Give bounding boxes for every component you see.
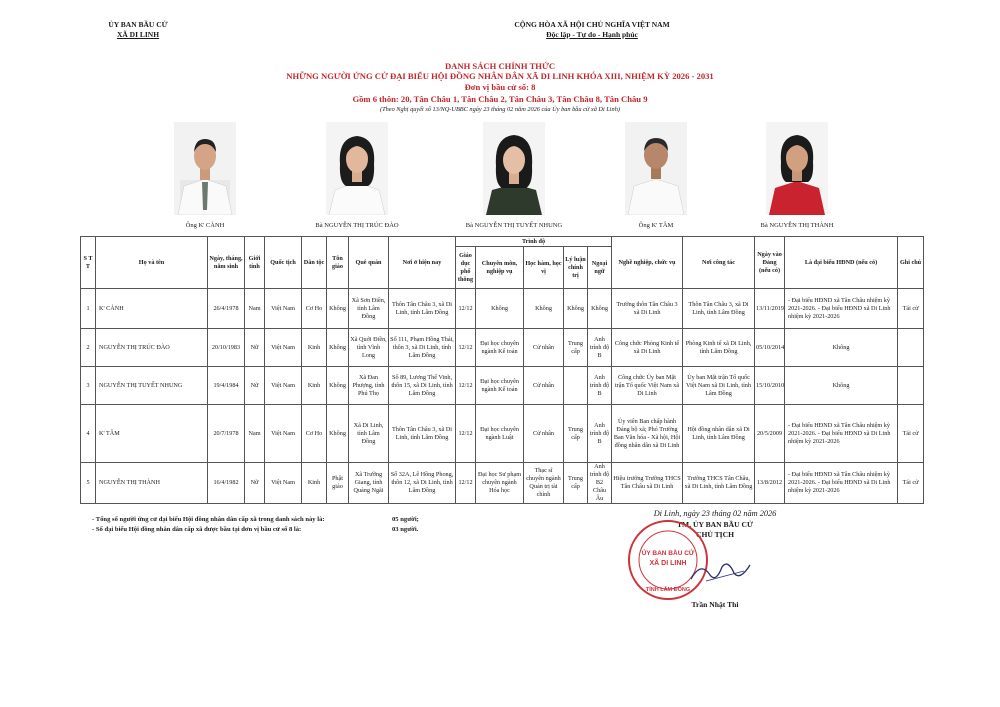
cell-occupation: Trưởng thôn Tân Châu 3 xã Di Linh	[612, 289, 683, 329]
legal-basis: (Theo Nghị quyết số 13/NQ-UBBC ngày 23 tháng 02 năm 2026 của Ủy ban bầu cử xã Di Linh)	[380, 106, 620, 113]
portrait-woman-icon	[766, 122, 828, 215]
note-seats: - Số đại biểu Hội đồng nhân dân cấp xã được bầu tại đơn vị bầu cử số 8 là:	[92, 526, 302, 533]
cell-residence: Số 32A, Lê Hồng Phong, thôn 12, xã Di Linh, tỉnh Lâm Đồng	[389, 463, 456, 504]
signature-date: Di Linh, ngày 23 tháng 02 năm 2026	[653, 509, 777, 518]
header-ethnicity: Dân tộc	[302, 237, 327, 289]
cell-name: NGUYỄN THỊ TRÚC ĐÀO	[96, 329, 208, 367]
cell-delegate: Không	[785, 367, 898, 405]
national-title: CỘNG HÒA XÃ HỘI CHỦ NGHĨA VIỆT NAM	[514, 20, 670, 29]
doc-subtitle: NHỮNG NGƯỜI ỨNG CỬ ĐẠI BIỂU HỘI ĐỒNG NHÂN DÂN XÃ DI LINH KHÓA XIII, NHIỆM KỲ 2026 - 2031	[286, 71, 714, 81]
note-total-value: 05 người;	[392, 516, 419, 523]
table-row	[81, 463, 924, 504]
cell-workplace: Thôn Tân Châu 3, xã Di Linh, tỉnh Lâm Đồng	[683, 289, 755, 329]
table-row	[81, 367, 924, 405]
cell-workplace: Phòng Kinh tế xã Di Linh, tỉnh Lâm Đồng	[683, 329, 755, 367]
cell-ethnicity: Cơ Ho	[302, 405, 327, 463]
stamp-line1: ỦY BAN BẦU CỬ	[641, 550, 695, 557]
cell-delegate: Không	[785, 329, 898, 367]
table-row	[81, 405, 924, 463]
cell-gender: Nữ	[245, 463, 265, 504]
header-gender: Giới tính	[245, 237, 265, 289]
issuer-header	[78, 20, 198, 40]
cell-dob: 19/4/1984	[208, 367, 245, 405]
header-note: Ghi chú	[898, 237, 924, 289]
cell-delegate: - Đại biểu HĐND xã Tân Châu nhiệm kỳ 2021-2026. - Đại biểu HĐND xã Di Linh nhiệm kỳ 2021-2026	[785, 289, 898, 329]
cell-gender: Nam	[245, 405, 265, 463]
issuer-line2: XÃ DI LINH	[116, 30, 160, 39]
stamp-line2: XÃ DI LINH	[649, 560, 687, 567]
cell-political: Trung cấp	[564, 405, 588, 463]
cell-degree: Không	[524, 289, 564, 329]
cell-gender: Nam	[245, 289, 265, 329]
header-dob: Ngày, tháng, năm sinh	[208, 237, 245, 289]
cell-ethnicity: Kinh	[302, 463, 327, 504]
cell-stt: 2	[81, 329, 96, 367]
header-occupation: Nghề nghiệp, chức vụ	[612, 237, 683, 289]
cell-language: Không	[588, 289, 612, 329]
cell-name: NGUYỄN THỊ THÀNH	[96, 463, 208, 504]
cell-hometown: Xã Đan Phượng, tỉnh Phú Thọ	[349, 367, 389, 405]
issuer-line1: ỦY BAN BẦU CỬ	[108, 20, 168, 29]
cell-residence: Thôn Tân Châu 3, xã Di Linh, tỉnh Lâm Đồng	[389, 289, 456, 329]
signer-name: Trần Nhật Thi	[691, 600, 739, 609]
candidate-table	[80, 236, 924, 504]
cell-workplace: Hội đồng nhân dân xã Di Linh, tỉnh Lâm Đồng	[683, 405, 755, 463]
photo-caption: Bà NGUYỄN THỊ THÀNH	[760, 222, 834, 229]
cell-stt: 3	[81, 367, 96, 405]
header-religion: Tôn giáo	[327, 237, 349, 289]
cell-political	[564, 367, 588, 405]
cell-delegate: - Đại biểu HĐND xã Tân Châu nhiệm kỳ 2021-2026. - Đại biểu HĐND xã Di Linh nhiệm kỳ 2021-2026	[785, 463, 898, 504]
cell-professional: Đại học chuyên ngành Kế toán	[476, 367, 524, 405]
photo-caption: Bà NGUYỄN THỊ TRÚC ĐÀO	[315, 222, 399, 229]
header-party-date: Ngày vào Đảng (nếu có)	[755, 237, 785, 289]
cell-professional: Đại học chuyên ngành Luật	[476, 405, 524, 463]
cell-professional: Đại học Sư phạm chuyên ngành Hóa học	[476, 463, 524, 504]
cell-note	[898, 329, 924, 367]
cell-hometown: Xã Di Linh, tỉnh Lâm Đồng	[349, 405, 389, 463]
cell-residence: Thôn Tân Châu 3, xã Di Linh, tỉnh Lâm Đồng	[389, 405, 456, 463]
header-education-group: Trình độ	[456, 237, 612, 247]
table-row	[81, 329, 924, 367]
cell-name: NGUYỄN THỊ TUYẾT NHUNG	[96, 367, 208, 405]
header-language: Ngoại ngữ	[588, 247, 612, 289]
cell-note	[898, 367, 924, 405]
portrait-man-icon	[174, 122, 236, 215]
cell-general-edu: 12/12	[456, 463, 476, 504]
photo-caption: Bà NGUYỄN THỊ TUYẾT NHUNG	[465, 222, 563, 229]
header-hometown: Quê quán	[349, 237, 389, 289]
portrait-woman-icon	[483, 122, 545, 215]
cell-general-edu: 12/12	[456, 289, 476, 329]
cell-nationality: Việt Nam	[265, 367, 302, 405]
cell-note: Tái cử	[898, 405, 924, 463]
cell-language: Anh trình độ B	[588, 329, 612, 367]
cell-delegate: - Đại biểu HĐND xã Tân Châu nhiệm kỳ 2021-2026. - Đại biểu HĐND xã Di Linh nhiệm kỳ 2021-2026	[785, 405, 898, 463]
cell-nationality: Việt Nam	[265, 329, 302, 367]
cell-ethnicity: Cơ Ho	[302, 289, 327, 329]
note-seats-value: 03 người.	[392, 526, 419, 533]
cell-religion: Phật giáo	[327, 463, 349, 504]
summary-values	[392, 515, 419, 535]
cell-general-edu: 12/12	[456, 329, 476, 367]
cell-residence: Số 89, Lương Thế Vinh, thôn 15, xã Di Linh, tỉnh Lâm Đồng	[389, 367, 456, 405]
cell-dob: 20/10/1983	[208, 329, 245, 367]
cell-religion: Không	[327, 367, 349, 405]
cell-workplace: Trường THCS Tân Châu, xã Di Linh, tỉnh Lâm Đồng	[683, 463, 755, 504]
stamp-bottom: TỈNH LÂM ĐỒNG	[645, 587, 691, 593]
cell-occupation: Ủy viên Ban chấp hành Đảng bộ xã; Phó Trưởng Ban Văn hóa - Xã hội, Hội đồng nhân dân xã Di Linh	[612, 405, 683, 463]
portrait-man-icon	[625, 122, 687, 215]
cell-stt: 1	[81, 289, 96, 329]
cell-nationality: Việt Nam	[265, 405, 302, 463]
table-row	[81, 289, 924, 329]
handwritten-signature-icon	[686, 557, 756, 587]
cell-dob: 26/4/1978	[208, 289, 245, 329]
signature-org-line1: TM. ỦY BAN BẦU CỬ	[676, 520, 753, 529]
header-degree: Học hàm, học vị	[524, 247, 564, 289]
cell-residence: Số 111, Phạm Hồng Thái, thôn 3, xã Di Linh, tỉnh Lâm Đồng	[389, 329, 456, 367]
doc-title: DANH SÁCH CHÍNH THỨC	[444, 61, 556, 71]
header-delegate: Là đại biểu HĐND (nếu có)	[785, 237, 898, 289]
note-total-candidates: - Tổng số người ứng cử đại biểu Hội đồng nhân dân cấp xã trong danh sách này là:	[92, 516, 325, 523]
electoral-unit: Đơn vị bầu cử số: 8	[464, 82, 536, 92]
national-header	[462, 20, 722, 40]
cell-occupation: Công chức Phòng Kinh tế xã Di Linh	[612, 329, 683, 367]
cell-degree: Cử nhân	[524, 405, 564, 463]
photo-caption: Ông K' CẢNH	[185, 222, 225, 229]
signature-org-line2: CHỦ TỊCH	[695, 530, 735, 539]
cell-gender: Nữ	[245, 367, 265, 405]
cell-occupation: Hiệu trưởng Trường THCS Tân Châu xã Di Linh	[612, 463, 683, 504]
cell-degree: Cử nhân	[524, 329, 564, 367]
cell-professional: Đại học chuyên ngành Kế toán	[476, 329, 524, 367]
cell-political: Trung cấp	[564, 329, 588, 367]
cell-note: Tái cử	[898, 463, 924, 504]
cell-party-date: 13/11/2019	[755, 289, 785, 329]
cell-name: K' CẢNH	[96, 289, 208, 329]
cell-political: Không	[564, 289, 588, 329]
cell-dob: 20/7/1978	[208, 405, 245, 463]
header-name: Họ và tên	[96, 237, 208, 289]
national-motto: Độc lập - Tự do - Hạnh phúc	[546, 30, 638, 39]
cell-dob: 16/4/1982	[208, 463, 245, 504]
cell-language: Anh trình độ B	[588, 405, 612, 463]
header-professional: Chuyên môn, nghiệp vụ	[476, 247, 524, 289]
cell-hometown: Xã Trường Giang, tỉnh Quảng Ngãi	[349, 463, 389, 504]
cell-name: K' TÂM	[96, 405, 208, 463]
cell-degree: Thạc sĩ chuyên ngành Quản trị tài chính	[524, 463, 564, 504]
cell-degree: Cử nhân	[524, 367, 564, 405]
cell-nationality: Việt Nam	[265, 463, 302, 504]
cell-party-date: 15/10/2010	[755, 367, 785, 405]
cell-language: Anh trình độ B2 Châu Âu	[588, 463, 612, 504]
cell-religion: Không	[327, 405, 349, 463]
cell-party-date: 20/5/2009	[755, 405, 785, 463]
cell-stt: 5	[81, 463, 96, 504]
header-political: Lý luận chính trị	[564, 247, 588, 289]
portrait-woman-icon	[326, 122, 388, 215]
cell-language: Anh trình độ B	[588, 367, 612, 405]
photo-caption: Ông K' TÂM	[638, 222, 674, 229]
cell-occupation: Công chức Ủy ban Mặt trận Tổ quốc Việt Nam xã Di Linh	[612, 367, 683, 405]
cell-gender: Nữ	[245, 329, 265, 367]
cell-stt: 4	[81, 405, 96, 463]
header-stt: S T T	[81, 237, 96, 289]
cell-party-date: 13/8/2012	[755, 463, 785, 504]
cell-religion: Không	[327, 329, 349, 367]
unit-villages: Gồm 6 thôn: 20, Tân Châu 1, Tân Châu 2, Tân Châu 3, Tân Châu 8, Tân Châu 9	[352, 94, 648, 104]
cell-religion: Không	[327, 289, 349, 329]
cell-party-date: 05/10/2014	[755, 329, 785, 367]
header-workplace: Nơi công tác	[683, 237, 755, 289]
cell-general-edu: 12/12	[456, 405, 476, 463]
summary-notes	[92, 515, 325, 535]
cell-hometown: Xã Sơn Điền, tỉnh Lâm Đồng	[349, 289, 389, 329]
cell-general-edu: 12/12	[456, 367, 476, 405]
cell-note: Tái cử	[898, 289, 924, 329]
cell-ethnicity: Kinh	[302, 367, 327, 405]
cell-workplace: Ủy ban Mặt trận Tổ quốc Việt Nam xã Di Linh, tỉnh Lâm Đồng	[683, 367, 755, 405]
cell-nationality: Việt Nam	[265, 289, 302, 329]
cell-ethnicity: Kinh	[302, 329, 327, 367]
header-nationality: Quốc tịch	[265, 237, 302, 289]
header-general-edu: Giáo dục phổ thông	[456, 247, 476, 289]
cell-political: Trung cấp	[564, 463, 588, 504]
cell-hometown: Xã Quới Điền, tỉnh Vĩnh Long	[349, 329, 389, 367]
header-residence: Nơi ở hiện nay	[389, 237, 456, 289]
cell-professional: Không	[476, 289, 524, 329]
